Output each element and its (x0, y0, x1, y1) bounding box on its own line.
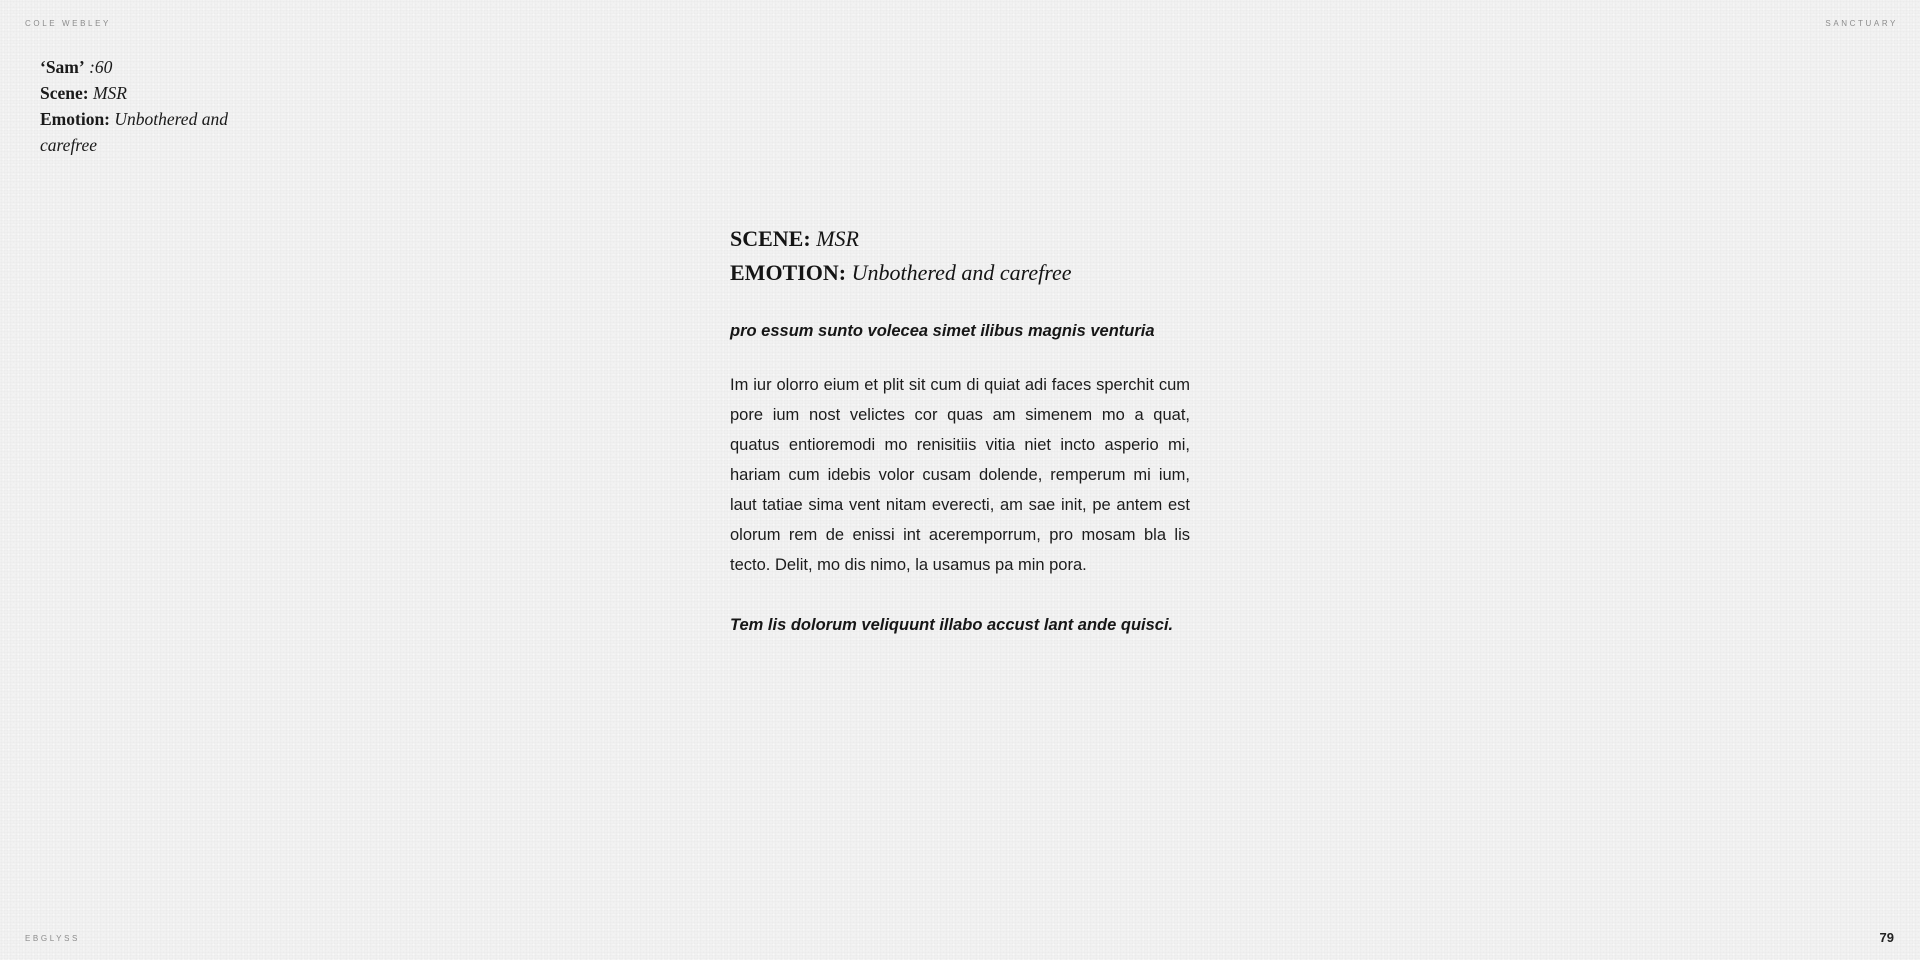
emotion-value: Unbothered and carefree (851, 260, 1072, 285)
scene-summary (40, 54, 230, 158)
scene-summary-title (40, 54, 230, 80)
page-number: 79 (1879, 930, 1894, 945)
scene-summary-emotion-label: Emotion: (40, 109, 110, 129)
closing-line: Tem lis dolorum veliquunt illabo accust lant ande quisci. (730, 616, 1174, 634)
running-header-author: COLE WEBLEY (25, 19, 111, 28)
scene-label: SCENE: (730, 226, 811, 251)
script-page (730, 222, 1190, 640)
body-paragraph: Im iur olorro eium et plit sit cum di quiat adi faces sperchit cum pore ium nost velictes cor quas am simenem mo a quat, quatus entioremodi mo renisitiis vitia niet incto asperio mi, hariam cum idebis volor cusam dolende, remperum mi ium, laut tatiae sima vent nitam everecti, am sae init, pe antem est olorum rem de enissi int aceremporrum, pro mosam bla lis tecto. Delit, mo dis nimo, la usamus pa min pora. (730, 376, 1190, 574)
scene-value: MSR (816, 226, 859, 251)
character-name: ‘Sam’ (40, 57, 85, 77)
scene-heading (730, 222, 1190, 290)
scene-duration: :60 (89, 57, 113, 77)
running-header-title: SANCTUARY (1825, 19, 1898, 28)
scene-summary-scene-label: Scene: (40, 83, 89, 103)
scene-summary-emotion (40, 106, 230, 158)
emotion-label: EMOTION: (730, 260, 847, 285)
lead-line: pro essum sunto volecea simet ilibus magnis venturia (730, 322, 1155, 340)
emotion-line (730, 256, 1190, 290)
scene-summary-scene (40, 80, 230, 106)
scene-summary-emotion-value: Unbothered and carefree (40, 109, 228, 155)
running-footer-label: EBGLYSS (25, 934, 80, 943)
scene-line (730, 222, 1190, 256)
scene-summary-scene-value: MSR (92, 83, 128, 103)
